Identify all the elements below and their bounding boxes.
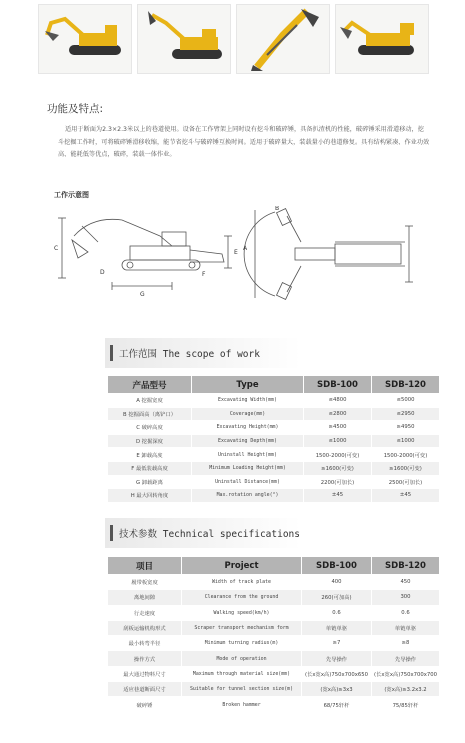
cell: G 卸载距离	[108, 475, 192, 489]
cell: 1500-2000(可变)	[372, 448, 440, 462]
product-photo-4	[335, 4, 429, 74]
scope-col-sdb120: SDB-120	[372, 376, 440, 394]
scope-col-type: Type	[192, 376, 304, 394]
spec-header-row	[108, 557, 440, 575]
cell: 260(可加高)	[302, 590, 372, 605]
table-row	[108, 407, 440, 421]
cell: Clearance from the ground	[182, 590, 302, 605]
table-row	[108, 421, 440, 435]
cell: Minimum turning radius(m)	[182, 636, 302, 651]
cell: 最大通过物料尺寸	[108, 666, 182, 681]
cell: 0.6	[302, 605, 372, 620]
cell: ≤1000	[372, 434, 440, 448]
table-row	[108, 682, 440, 697]
cell: F 最低装载高度	[108, 461, 192, 475]
cell: 450	[372, 575, 440, 590]
cell: Mode of operation	[182, 651, 302, 666]
table-row	[108, 666, 440, 681]
cell: Scraper transport mechanism form	[182, 620, 302, 635]
scope-section-header	[105, 338, 301, 368]
spec-header-bar	[110, 525, 113, 541]
cell: Coverage(mm)	[192, 407, 304, 421]
scope-header-title: 工作范围 The scope of work	[119, 349, 260, 360]
scope-header-bar	[110, 345, 113, 361]
scope-header-row	[108, 376, 440, 394]
cell: 先导操作	[302, 651, 372, 666]
label-c: C	[54, 245, 59, 252]
cell: Suitable for tunnel section size(m)	[182, 682, 302, 697]
table-row	[108, 448, 440, 462]
table-row	[108, 489, 440, 503]
cell: D 挖掘深度	[108, 434, 192, 448]
cell: Excavating Depth(mm)	[192, 434, 304, 448]
schematic-title: 工作示意图	[54, 191, 89, 199]
table-row	[108, 590, 440, 605]
cell: Excavating Height(mm)	[192, 421, 304, 435]
label-g: G	[140, 291, 145, 298]
cell: Uninstall Height(mm)	[192, 448, 304, 462]
table-row	[108, 636, 440, 651]
cell: Max.rotation angle(°)	[192, 489, 304, 503]
table-row	[108, 605, 440, 620]
cell: 适应巷道断面尺寸	[108, 682, 182, 697]
label-d: D	[100, 269, 105, 276]
cell: 单链单驱	[372, 620, 440, 635]
cell: 75/85轩杆	[372, 697, 440, 712]
cell: (宽x高)≥3.2x3.2	[372, 682, 440, 697]
cell: 68/75轩杆	[302, 697, 372, 712]
cell: 先导操作	[372, 651, 440, 666]
cell: ±45	[304, 489, 372, 503]
table-row	[108, 697, 440, 712]
product-photo-3	[236, 4, 330, 74]
cell: ±45	[372, 489, 440, 503]
cell: B 挖掘面高（离铲口）	[108, 407, 192, 421]
table-row	[108, 434, 440, 448]
table-row	[108, 651, 440, 666]
table-row	[108, 394, 440, 408]
spec-col-item: 项目	[108, 557, 182, 575]
cell: H 最大回转角度	[108, 489, 192, 503]
spec-header-title: 技术参数 Technical specifications	[119, 529, 300, 540]
cell: 单链单驱	[302, 620, 372, 635]
features-paragraph: 适用于断面为2.3×2.3米以上的巷道使用。设备在工作臂架上同时设有挖斗和破碎锤，具备扒渣机的性能，破碎锤采用滑道移动，挖斗挖掘工作时，可将破碎锤滑移收缩，能节省挖斗与破碎锤互换时间。适用于破碎量大，装载量小的巷道修复。具有结构紧凑、作业功效高、能耗低等优点，破碎，装载一体作业。	[58, 126, 430, 159]
cell: ≤5000	[372, 394, 440, 408]
cell: 操作方式	[108, 651, 182, 666]
cell: ≥1600(可变)	[372, 461, 440, 475]
cell: Uninstall Distance(mm)	[192, 475, 304, 489]
schematic-side-view	[52, 206, 242, 302]
cell: Broken hammer	[182, 697, 302, 712]
cell: ≥1600(可变)	[304, 461, 372, 475]
cell: Minimum Loading Height(mm)	[192, 461, 304, 475]
cell: 300	[372, 590, 440, 605]
spec-col-project: Project	[182, 557, 302, 575]
label-e: E	[234, 249, 238, 256]
cell: (长x宽x高)750x700x650	[302, 666, 372, 681]
cell: ≤2950	[372, 407, 440, 421]
label-b: B	[275, 206, 280, 212]
spec-table	[107, 556, 440, 713]
cell: C 破碎高度	[108, 421, 192, 435]
cell: Excavating Width(mm)	[192, 394, 304, 408]
cell: E 卸载高度	[108, 448, 192, 462]
cell: (长x宽x高)750x700x700	[372, 666, 440, 681]
scope-col-sdb100: SDB-100	[304, 376, 372, 394]
cell: 0.6	[372, 605, 440, 620]
table-row	[108, 575, 440, 590]
cell: (宽x高)≥3x3	[302, 682, 372, 697]
label-f: F	[202, 271, 206, 278]
table-row	[108, 461, 440, 475]
cell: 2200(可加长)	[304, 475, 372, 489]
cell: ≤1000	[304, 434, 372, 448]
cell: 1500-2000(可变)	[304, 448, 372, 462]
cell: ≤4800	[304, 394, 372, 408]
cell: ≥8	[372, 636, 440, 651]
product-photo-1	[38, 4, 132, 74]
product-photo-2	[137, 4, 231, 74]
cell: 400	[302, 575, 372, 590]
cell: 2500(可加长)	[372, 475, 440, 489]
cell: ≥7	[302, 636, 372, 651]
table-row	[108, 620, 440, 635]
cell: 刮板运输机构形式	[108, 620, 182, 635]
cell: 最小转弯半径	[108, 636, 182, 651]
cell: 行走速度	[108, 605, 182, 620]
label-a: A	[243, 245, 248, 252]
table-row	[108, 475, 440, 489]
spec-col-sdb120: SDB-120	[372, 557, 440, 575]
features-title: 功能及特点:	[47, 103, 104, 115]
cell: Maximum through material size(mm)	[182, 666, 302, 681]
cell: Width of track plate	[182, 575, 302, 590]
scope-col-model: 产品型号	[108, 376, 192, 394]
schematic-top-view	[235, 206, 415, 302]
cell: ≥4500	[304, 421, 372, 435]
cell: 履带板宽度	[108, 575, 182, 590]
cell: 离地间隙	[108, 590, 182, 605]
spec-col-sdb100: SDB-100	[302, 557, 372, 575]
cell: 破碎锤	[108, 697, 182, 712]
cell: ≥4950	[372, 421, 440, 435]
cell: A 挖掘宽度	[108, 394, 192, 408]
cell: Walking speed(km/h)	[182, 605, 302, 620]
cell: ≤2800	[304, 407, 372, 421]
scope-table	[107, 375, 440, 503]
spec-section-header	[105, 518, 301, 548]
